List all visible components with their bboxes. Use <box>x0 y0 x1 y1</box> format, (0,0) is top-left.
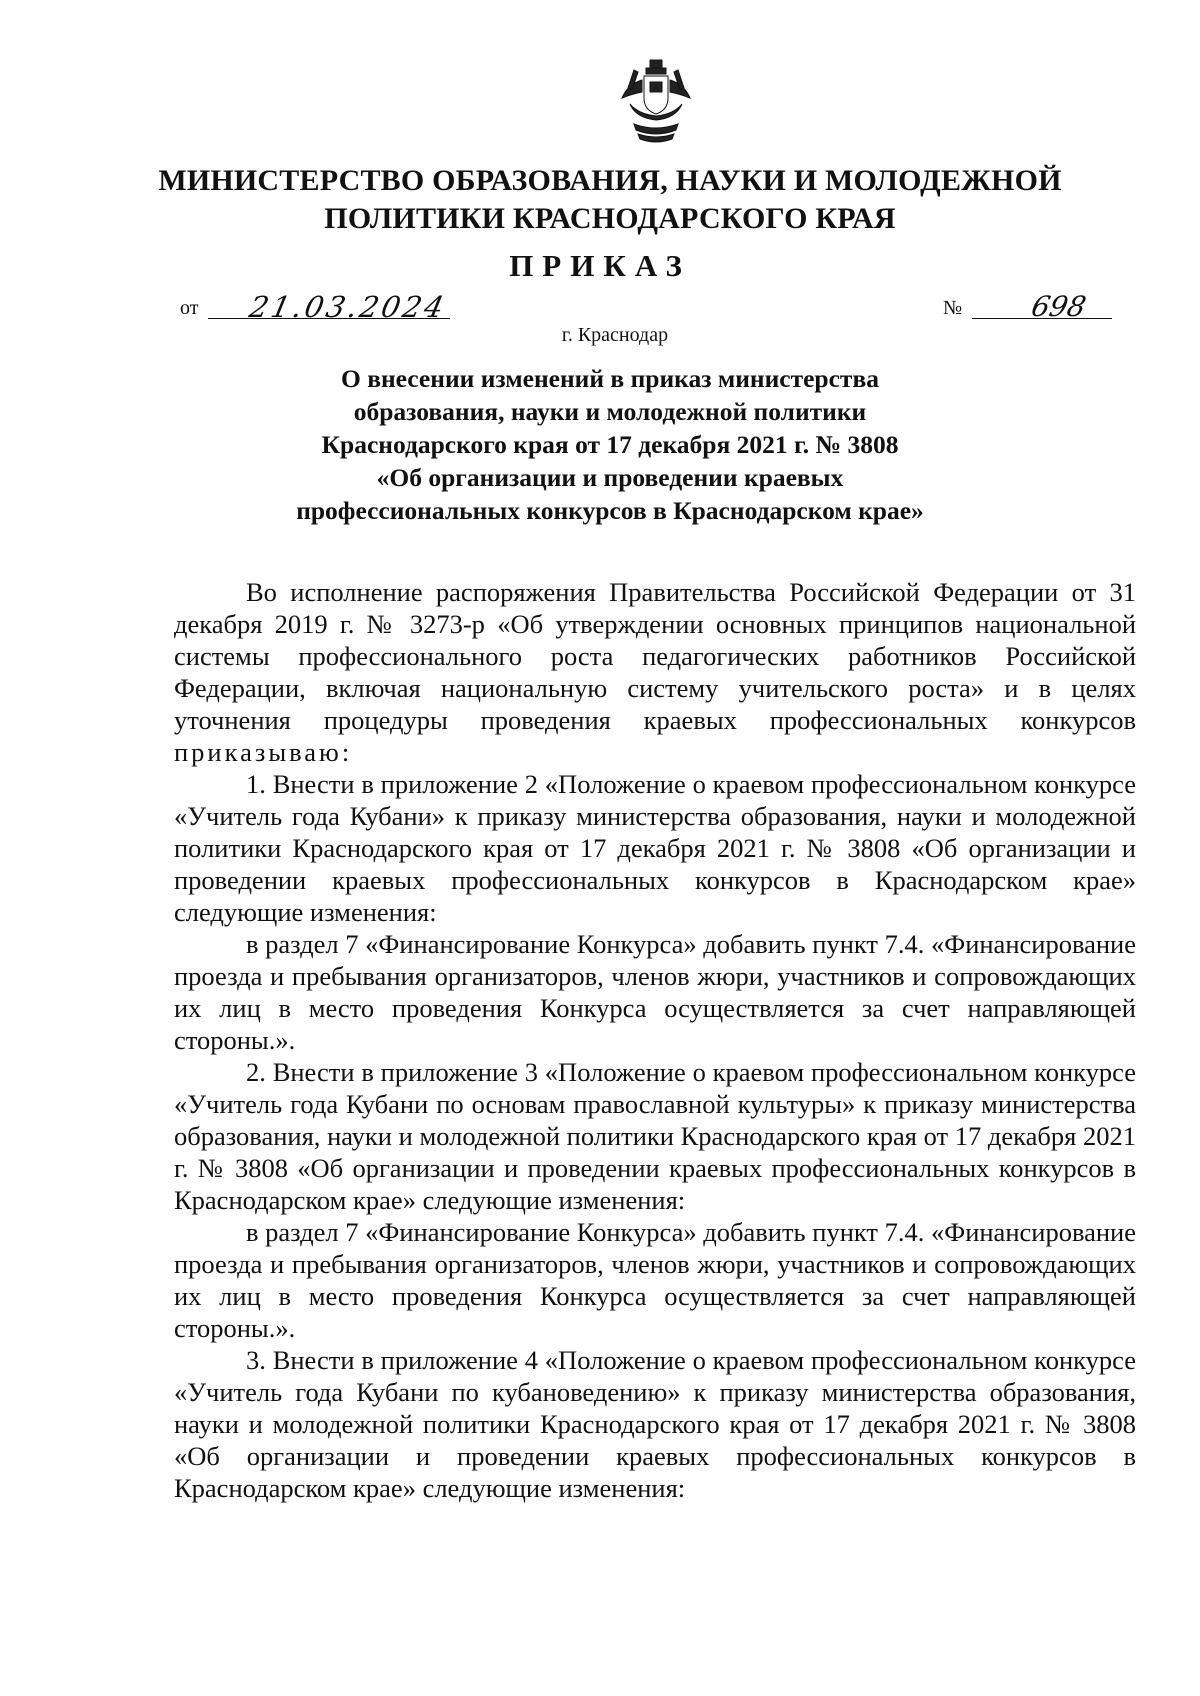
city: г. Краснодар <box>561 324 669 346</box>
coat-of-arms-icon <box>616 58 696 148</box>
intro-text: Во исполнение распоряжения Правительства Российской Федерации от 31 декабря 2019 г. № 3273-р «Об утверждении основных принципов национальной системы профессионального роста педагогических работников Российской Федерации, включая национальную систему учительского роста» и в целях уточнения процедуры проведения краевых профессиональных конкурсов <box>174 577 1136 735</box>
subject-line: «Об организации и проведении краевых <box>376 463 844 492</box>
intro-paragraph <box>174 576 1136 768</box>
intro-command: приказываю: <box>174 737 353 767</box>
document-body <box>174 576 1136 1504</box>
item-1-paragraph: 1. Внести в приложение 2 «Положение о краевом профессиональном конкурсе «Учитель года Кубани» к приказу министерства образования, науки и молодежной политики Краснодарского края от 17 декабря 2021 г. № 3808 «Об организации и проведении краевых профессиональных конкурсов в Краснодарском крае» следующие изменения: <box>174 769 1136 927</box>
document-type: ПРИКАЗ <box>509 248 691 283</box>
number-value: 698 <box>1028 290 1089 323</box>
subject-line: образования, науки и молодежной политики <box>353 397 867 426</box>
item-1-change-paragraph: в раздел 7 «Финансирование Конкурса» добавить пункт 7.4. «Финансирование проезда и пребывания организаторов, членов жюри, участников и сопровождающих их лиц в место проведения Конкурса осуществляется за счет направляющей стороны.». <box>174 929 1136 1055</box>
ministry-name <box>130 162 1090 238</box>
number-label: № <box>943 297 963 319</box>
item-2-change-paragraph: в раздел 7 «Финансирование Конкурса» добавить пункт 7.4. «Финансирование проезда и пребывания организаторов, членов жюри, участников и сопровождающих их лиц в место проведения Конкурса осуществляется за счет направляющей стороны.». <box>174 1217 1136 1343</box>
date-value: 21.03.2024 <box>246 290 450 324</box>
subject-line: Краснодарского края от 17 декабря 2021 г. № 3808 <box>321 430 899 459</box>
document-subject <box>250 362 970 527</box>
item-3-paragraph: 3. Внести в приложение 4 «Положение о краевом профессиональном конкурсе «Учитель года Кубани по кубановедению» к приказу министерства образования, науки и молодежной политики Краснодарского края от 17 декабря 2021 г. № 3808 «Об организации и проведении краевых профессиональных конкурсов в Краснодарском крае» следующие изменения: <box>174 1345 1136 1503</box>
subject-line: О внесении изменений в приказ министерства <box>341 364 879 393</box>
subject-line: профессиональных конкурсов в Краснодарском крае» <box>296 496 924 525</box>
item-2-paragraph: 2. Внести в приложение 3 «Положение о краевом профессиональном конкурсе «Учитель года Кубани по основам православной культуры» к приказу министерства образования, науки и молодежной политики Краснодарского края от 17 декабря 2021 г. № 3808 «Об организации и проведении краевых профессиональных конкурсов в Краснодарском крае» следующие изменения: <box>174 1057 1136 1215</box>
ministry-name-line: МИНИСТЕРСТВО ОБРАЗОВАНИЯ, НАУКИ И МОЛОДЕЖНОЙ <box>158 164 1062 197</box>
date-label: от <box>180 297 199 319</box>
ministry-name-line: ПОЛИТИКИ КРАСНОДАРСКОГО КРАЯ <box>324 202 896 235</box>
